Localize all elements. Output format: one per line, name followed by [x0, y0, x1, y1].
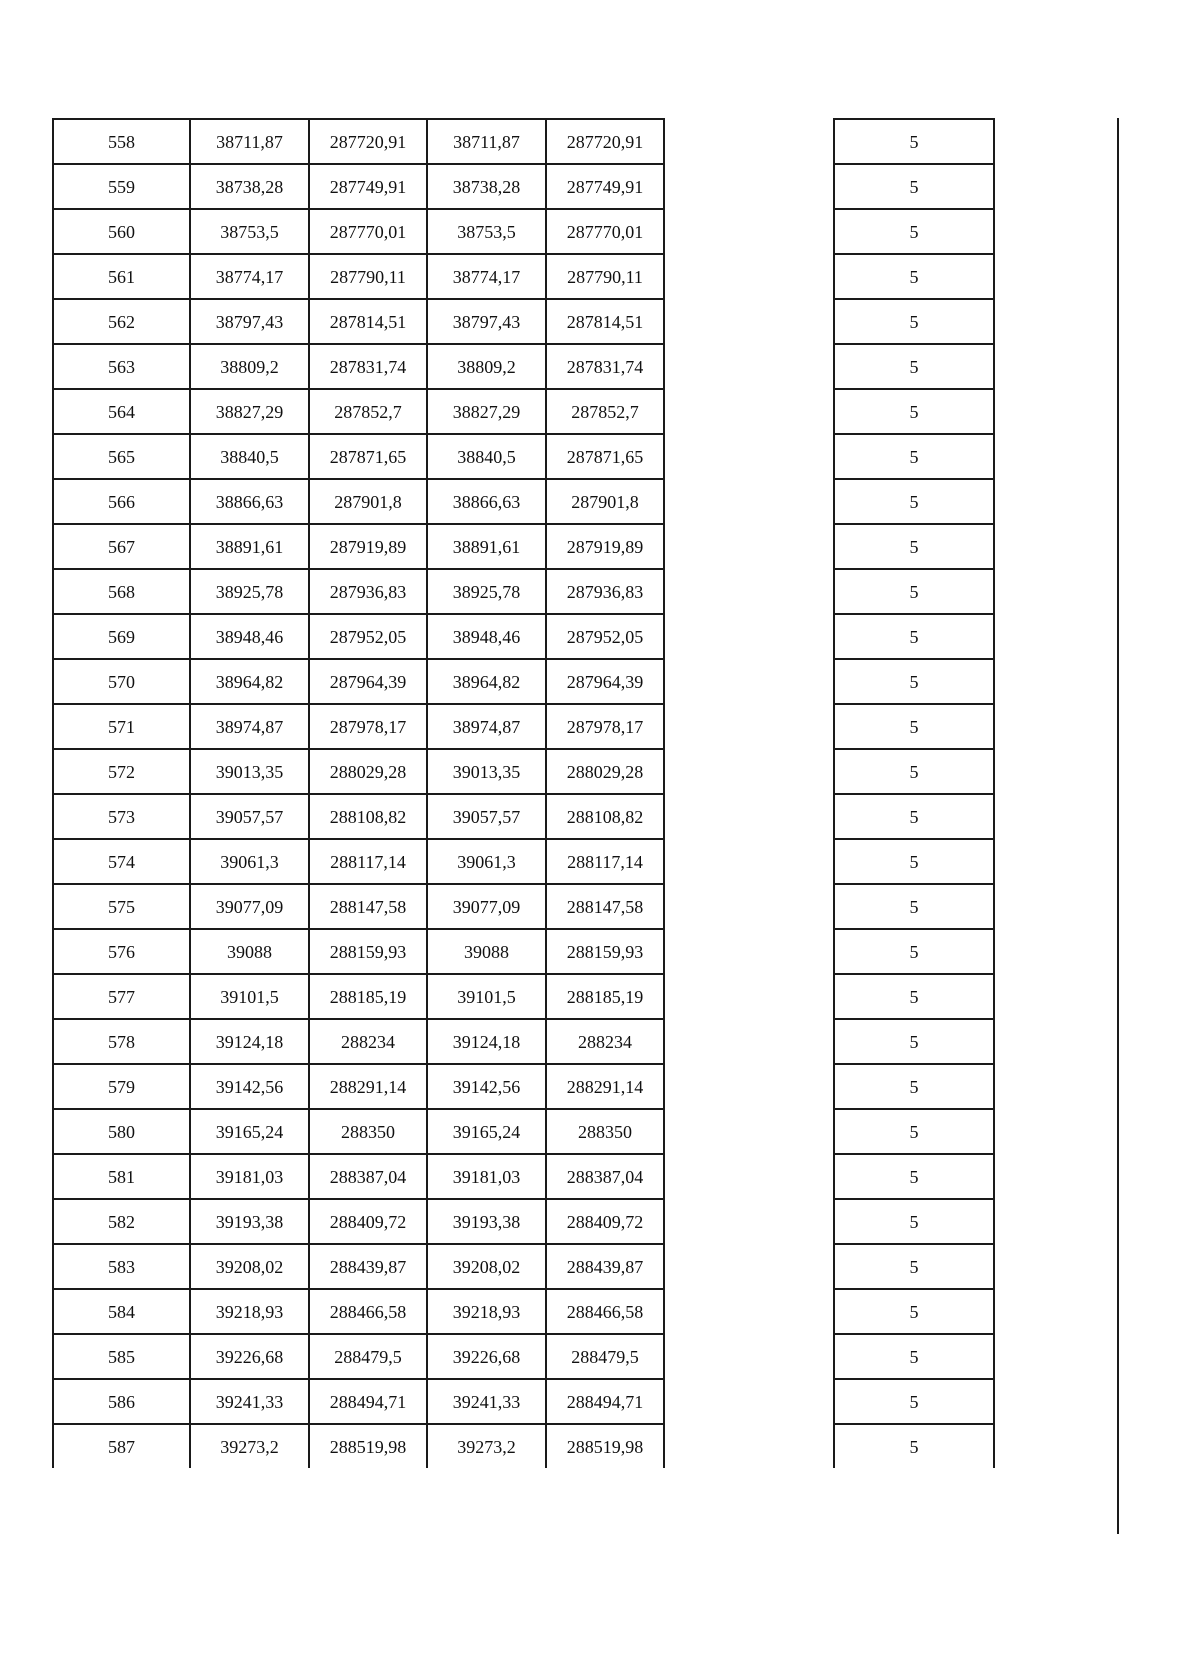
- table-cell: 287770,01: [309, 209, 427, 254]
- table-cell: 5: [834, 569, 994, 614]
- value-column-table-body: [834, 119, 994, 1468]
- table-row: [53, 1379, 664, 1424]
- table-row: [53, 164, 664, 209]
- table-row: [834, 1379, 994, 1424]
- table-cell: 5: [834, 209, 994, 254]
- table-cell: 288108,82: [309, 794, 427, 839]
- table-row: [834, 794, 994, 839]
- table-cell: 39226,68: [190, 1334, 309, 1379]
- table-cell: 568: [53, 569, 190, 614]
- table-row: [834, 1424, 994, 1468]
- table-cell: 585: [53, 1334, 190, 1379]
- table-cell: 38827,29: [427, 389, 546, 434]
- table-cell: 287871,65: [546, 434, 664, 479]
- table-cell: 5: [834, 524, 994, 569]
- table-row: [53, 1064, 664, 1109]
- table-cell: 287790,11: [309, 254, 427, 299]
- table-cell: 287831,74: [546, 344, 664, 389]
- table-cell: 560: [53, 209, 190, 254]
- table-row: [53, 1019, 664, 1064]
- table-cell: 39077,09: [427, 884, 546, 929]
- table-cell: 575: [53, 884, 190, 929]
- table-cell: 39193,38: [427, 1199, 546, 1244]
- table-cell: 5: [834, 614, 994, 659]
- table-cell: 566: [53, 479, 190, 524]
- table-cell: 38711,87: [190, 119, 309, 164]
- table-row: [834, 659, 994, 704]
- table-cell: 287720,91: [546, 119, 664, 164]
- table-cell: 39057,57: [427, 794, 546, 839]
- table-row: [53, 929, 664, 974]
- table-cell: 38974,87: [190, 704, 309, 749]
- table-cell: 562: [53, 299, 190, 344]
- table-cell: 288387,04: [309, 1154, 427, 1199]
- table-row: [53, 614, 664, 659]
- table-cell: 38866,63: [190, 479, 309, 524]
- table-cell: 38774,17: [427, 254, 546, 299]
- table-cell: 5: [834, 929, 994, 974]
- table-right-border-line: [1117, 118, 1119, 1534]
- table-row: [53, 1334, 664, 1379]
- table-cell: 39208,02: [427, 1244, 546, 1289]
- table-cell: 288291,14: [309, 1064, 427, 1109]
- table-cell: 39165,24: [190, 1109, 309, 1154]
- table-cell: 38753,5: [190, 209, 309, 254]
- table-cell: 288147,58: [546, 884, 664, 929]
- coordinates-table: [52, 118, 665, 1468]
- table-row: [53, 1154, 664, 1199]
- table-cell: 5: [834, 1199, 994, 1244]
- table-cell: 287936,83: [546, 569, 664, 614]
- table-row: [834, 479, 994, 524]
- table-cell: 39088: [427, 929, 546, 974]
- table-cell: 39142,56: [427, 1064, 546, 1109]
- table-cell: 578: [53, 1019, 190, 1064]
- table-row: [53, 254, 664, 299]
- table-row: [53, 794, 664, 839]
- table-cell: 563: [53, 344, 190, 389]
- table-cell: 39241,33: [190, 1379, 309, 1424]
- table-row: [834, 209, 994, 254]
- table-cell: 572: [53, 749, 190, 794]
- table-cell: 288479,5: [546, 1334, 664, 1379]
- table-cell: 582: [53, 1199, 190, 1244]
- table-cell: 287814,51: [309, 299, 427, 344]
- table-cell: 288519,98: [546, 1424, 664, 1468]
- table-row: [834, 1244, 994, 1289]
- table-row: [53, 659, 664, 704]
- table-row: [53, 389, 664, 434]
- table-row: [834, 1334, 994, 1379]
- table-cell: 39061,3: [190, 839, 309, 884]
- table-cell: 288159,93: [546, 929, 664, 974]
- table-cell: 38974,87: [427, 704, 546, 749]
- table-cell: 287978,17: [546, 704, 664, 749]
- table-cell: 38797,43: [190, 299, 309, 344]
- table-cell: 570: [53, 659, 190, 704]
- table-cell: 38866,63: [427, 479, 546, 524]
- table-cell: 38711,87: [427, 119, 546, 164]
- table-row: [834, 1289, 994, 1334]
- table-cell: 561: [53, 254, 190, 299]
- table-cell: 288409,72: [546, 1199, 664, 1244]
- table-cell: 567: [53, 524, 190, 569]
- table-row: [834, 254, 994, 299]
- table-cell: 5: [834, 344, 994, 389]
- table-cell: 287770,01: [546, 209, 664, 254]
- table-cell: 38827,29: [190, 389, 309, 434]
- table-cell: 288409,72: [309, 1199, 427, 1244]
- table-cell: 288147,58: [309, 884, 427, 929]
- table-row: [53, 434, 664, 479]
- table-cell: 571: [53, 704, 190, 749]
- table-cell: 288494,71: [546, 1379, 664, 1424]
- table-cell: 288234: [546, 1019, 664, 1064]
- table-cell: 580: [53, 1109, 190, 1154]
- table-row: [53, 1424, 664, 1468]
- table-cell: 288466,58: [309, 1289, 427, 1334]
- table-cell: 287901,8: [309, 479, 427, 524]
- table-cell: 39061,3: [427, 839, 546, 884]
- table-cell: 39193,38: [190, 1199, 309, 1244]
- table-row: [53, 1289, 664, 1334]
- table-cell: 5: [834, 1334, 994, 1379]
- table-cell: 288479,5: [309, 1334, 427, 1379]
- table-cell: 5: [834, 1289, 994, 1334]
- table-row: [834, 839, 994, 884]
- table-cell: 288029,28: [546, 749, 664, 794]
- table-row: [53, 299, 664, 344]
- table-cell: 38925,78: [427, 569, 546, 614]
- table-cell: 288029,28: [309, 749, 427, 794]
- table-cell: 288350: [309, 1109, 427, 1154]
- table-cell: 39013,35: [190, 749, 309, 794]
- table-cell: 288291,14: [546, 1064, 664, 1109]
- table-row: [53, 569, 664, 614]
- table-cell: 5: [834, 254, 994, 299]
- table-row: [834, 524, 994, 569]
- table-cell: 574: [53, 839, 190, 884]
- table-row: [834, 974, 994, 1019]
- table-cell: 581: [53, 1154, 190, 1199]
- table-cell: 288117,14: [546, 839, 664, 884]
- table-cell: 38809,2: [427, 344, 546, 389]
- coordinates-table-body: [53, 119, 664, 1468]
- table-cell: 288117,14: [309, 839, 427, 884]
- table-row: [53, 209, 664, 254]
- table-cell: 5: [834, 794, 994, 839]
- table-cell: 5: [834, 1064, 994, 1109]
- table-cell: 39088: [190, 929, 309, 974]
- table-row: [834, 749, 994, 794]
- table-row: [834, 704, 994, 749]
- table-cell: 39218,93: [190, 1289, 309, 1334]
- table-cell: 288494,71: [309, 1379, 427, 1424]
- table-row: [53, 839, 664, 884]
- table-row: [53, 119, 664, 164]
- table-row: [834, 119, 994, 164]
- table-row: [834, 884, 994, 929]
- table-cell: 38891,61: [427, 524, 546, 569]
- table-cell: 38774,17: [190, 254, 309, 299]
- table-row: [834, 569, 994, 614]
- table-cell: 5: [834, 974, 994, 1019]
- table-row: [53, 1199, 664, 1244]
- table-cell: 586: [53, 1379, 190, 1424]
- table-cell: 5: [834, 1424, 994, 1468]
- table-cell: 287978,17: [309, 704, 427, 749]
- table-cell: 288159,93: [309, 929, 427, 974]
- table-cell: 5: [834, 1154, 994, 1199]
- table-cell: 38891,61: [190, 524, 309, 569]
- table-row: [834, 1019, 994, 1064]
- table-row: [834, 614, 994, 659]
- table-cell: 287749,91: [546, 164, 664, 209]
- table-cell: 287964,39: [546, 659, 664, 704]
- table-row: [53, 1109, 664, 1154]
- table-cell: 38840,5: [427, 434, 546, 479]
- table-cell: 39101,5: [427, 974, 546, 1019]
- table-cell: 5: [834, 839, 994, 884]
- table-row: [834, 1199, 994, 1244]
- table-cell: 288234: [309, 1019, 427, 1064]
- table-cell: 288185,19: [546, 974, 664, 1019]
- table-cell: 38809,2: [190, 344, 309, 389]
- table-cell: 579: [53, 1064, 190, 1109]
- table-cell: 587: [53, 1424, 190, 1468]
- table-cell: 5: [834, 1379, 994, 1424]
- table-cell: 39057,57: [190, 794, 309, 839]
- table-row: [53, 524, 664, 569]
- table-cell: 565: [53, 434, 190, 479]
- table-row: [834, 1109, 994, 1154]
- table-row: [834, 389, 994, 434]
- table-cell: 584: [53, 1289, 190, 1334]
- table-cell: 287790,11: [546, 254, 664, 299]
- table-row: [53, 884, 664, 929]
- table-cell: 39273,2: [190, 1424, 309, 1468]
- table-row: [53, 1244, 664, 1289]
- table-cell: 569: [53, 614, 190, 659]
- table-cell: 288439,87: [309, 1244, 427, 1289]
- table-row: [834, 299, 994, 344]
- table-cell: 287936,83: [309, 569, 427, 614]
- table-row: [53, 704, 664, 749]
- table-cell: 577: [53, 974, 190, 1019]
- table-row: [53, 344, 664, 389]
- table-row: [53, 479, 664, 524]
- table-cell: 5: [834, 1244, 994, 1289]
- table-cell: 38948,46: [427, 614, 546, 659]
- table-cell: 287852,7: [546, 389, 664, 434]
- table-cell: 287814,51: [546, 299, 664, 344]
- table-row: [53, 974, 664, 1019]
- table-cell: 287919,89: [309, 524, 427, 569]
- table-cell: 38948,46: [190, 614, 309, 659]
- table-cell: 287901,8: [546, 479, 664, 524]
- table-row: [834, 434, 994, 479]
- table-cell: 39181,03: [190, 1154, 309, 1199]
- table-cell: 287952,05: [309, 614, 427, 659]
- table-cell: 288466,58: [546, 1289, 664, 1334]
- table-cell: 287831,74: [309, 344, 427, 389]
- table-cell: 39077,09: [190, 884, 309, 929]
- table-cell: 39101,5: [190, 974, 309, 1019]
- table-cell: 288108,82: [546, 794, 664, 839]
- table-cell: 287964,39: [309, 659, 427, 704]
- table-cell: 287720,91: [309, 119, 427, 164]
- table-row: [834, 164, 994, 209]
- table-cell: 39165,24: [427, 1109, 546, 1154]
- table-row: [834, 1154, 994, 1199]
- table-cell: 39273,2: [427, 1424, 546, 1468]
- table-cell: 5: [834, 1109, 994, 1154]
- table-cell: 5: [834, 119, 994, 164]
- table-cell: 288439,87: [546, 1244, 664, 1289]
- table-cell: 39142,56: [190, 1064, 309, 1109]
- table-cell: 558: [53, 119, 190, 164]
- table-cell: 288387,04: [546, 1154, 664, 1199]
- table-cell: 5: [834, 479, 994, 524]
- table-cell: 576: [53, 929, 190, 974]
- table-cell: 38797,43: [427, 299, 546, 344]
- table-cell: 39218,93: [427, 1289, 546, 1334]
- table-cell: 288350: [546, 1109, 664, 1154]
- table-cell: 288185,19: [309, 974, 427, 1019]
- table-cell: 287852,7: [309, 389, 427, 434]
- table-cell: 39181,03: [427, 1154, 546, 1199]
- table-cell: 38964,82: [427, 659, 546, 704]
- table-row: [834, 929, 994, 974]
- table-cell: 5: [834, 659, 994, 704]
- value-column-table: [833, 118, 995, 1468]
- table-cell: 5: [834, 164, 994, 209]
- table-cell: 38738,28: [427, 164, 546, 209]
- table-cell: 559: [53, 164, 190, 209]
- table-cell: 287919,89: [546, 524, 664, 569]
- table-cell: 38964,82: [190, 659, 309, 704]
- table-cell: 288519,98: [309, 1424, 427, 1468]
- table-cell: 39208,02: [190, 1244, 309, 1289]
- table-cell: 38840,5: [190, 434, 309, 479]
- table-cell: 564: [53, 389, 190, 434]
- table-cell: 39124,18: [427, 1019, 546, 1064]
- table-cell: 39226,68: [427, 1334, 546, 1379]
- table-cell: 573: [53, 794, 190, 839]
- table-cell: 5: [834, 704, 994, 749]
- table-cell: 39124,18: [190, 1019, 309, 1064]
- table-cell: 5: [834, 434, 994, 479]
- table-row: [834, 344, 994, 389]
- table-cell: 287871,65: [309, 434, 427, 479]
- table-row: [53, 749, 664, 794]
- table-row: [834, 1064, 994, 1109]
- table-cell: 39013,35: [427, 749, 546, 794]
- table-cell: 39241,33: [427, 1379, 546, 1424]
- table-cell: 5: [834, 299, 994, 344]
- table-cell: 38753,5: [427, 209, 546, 254]
- table-cell: 287952,05: [546, 614, 664, 659]
- table-cell: 287749,91: [309, 164, 427, 209]
- table-cell: 38925,78: [190, 569, 309, 614]
- table-cell: 38738,28: [190, 164, 309, 209]
- table-cell: 5: [834, 389, 994, 434]
- table-cell: 583: [53, 1244, 190, 1289]
- table-cell: 5: [834, 749, 994, 794]
- table-cell: 5: [834, 884, 994, 929]
- table-cell: 5: [834, 1019, 994, 1064]
